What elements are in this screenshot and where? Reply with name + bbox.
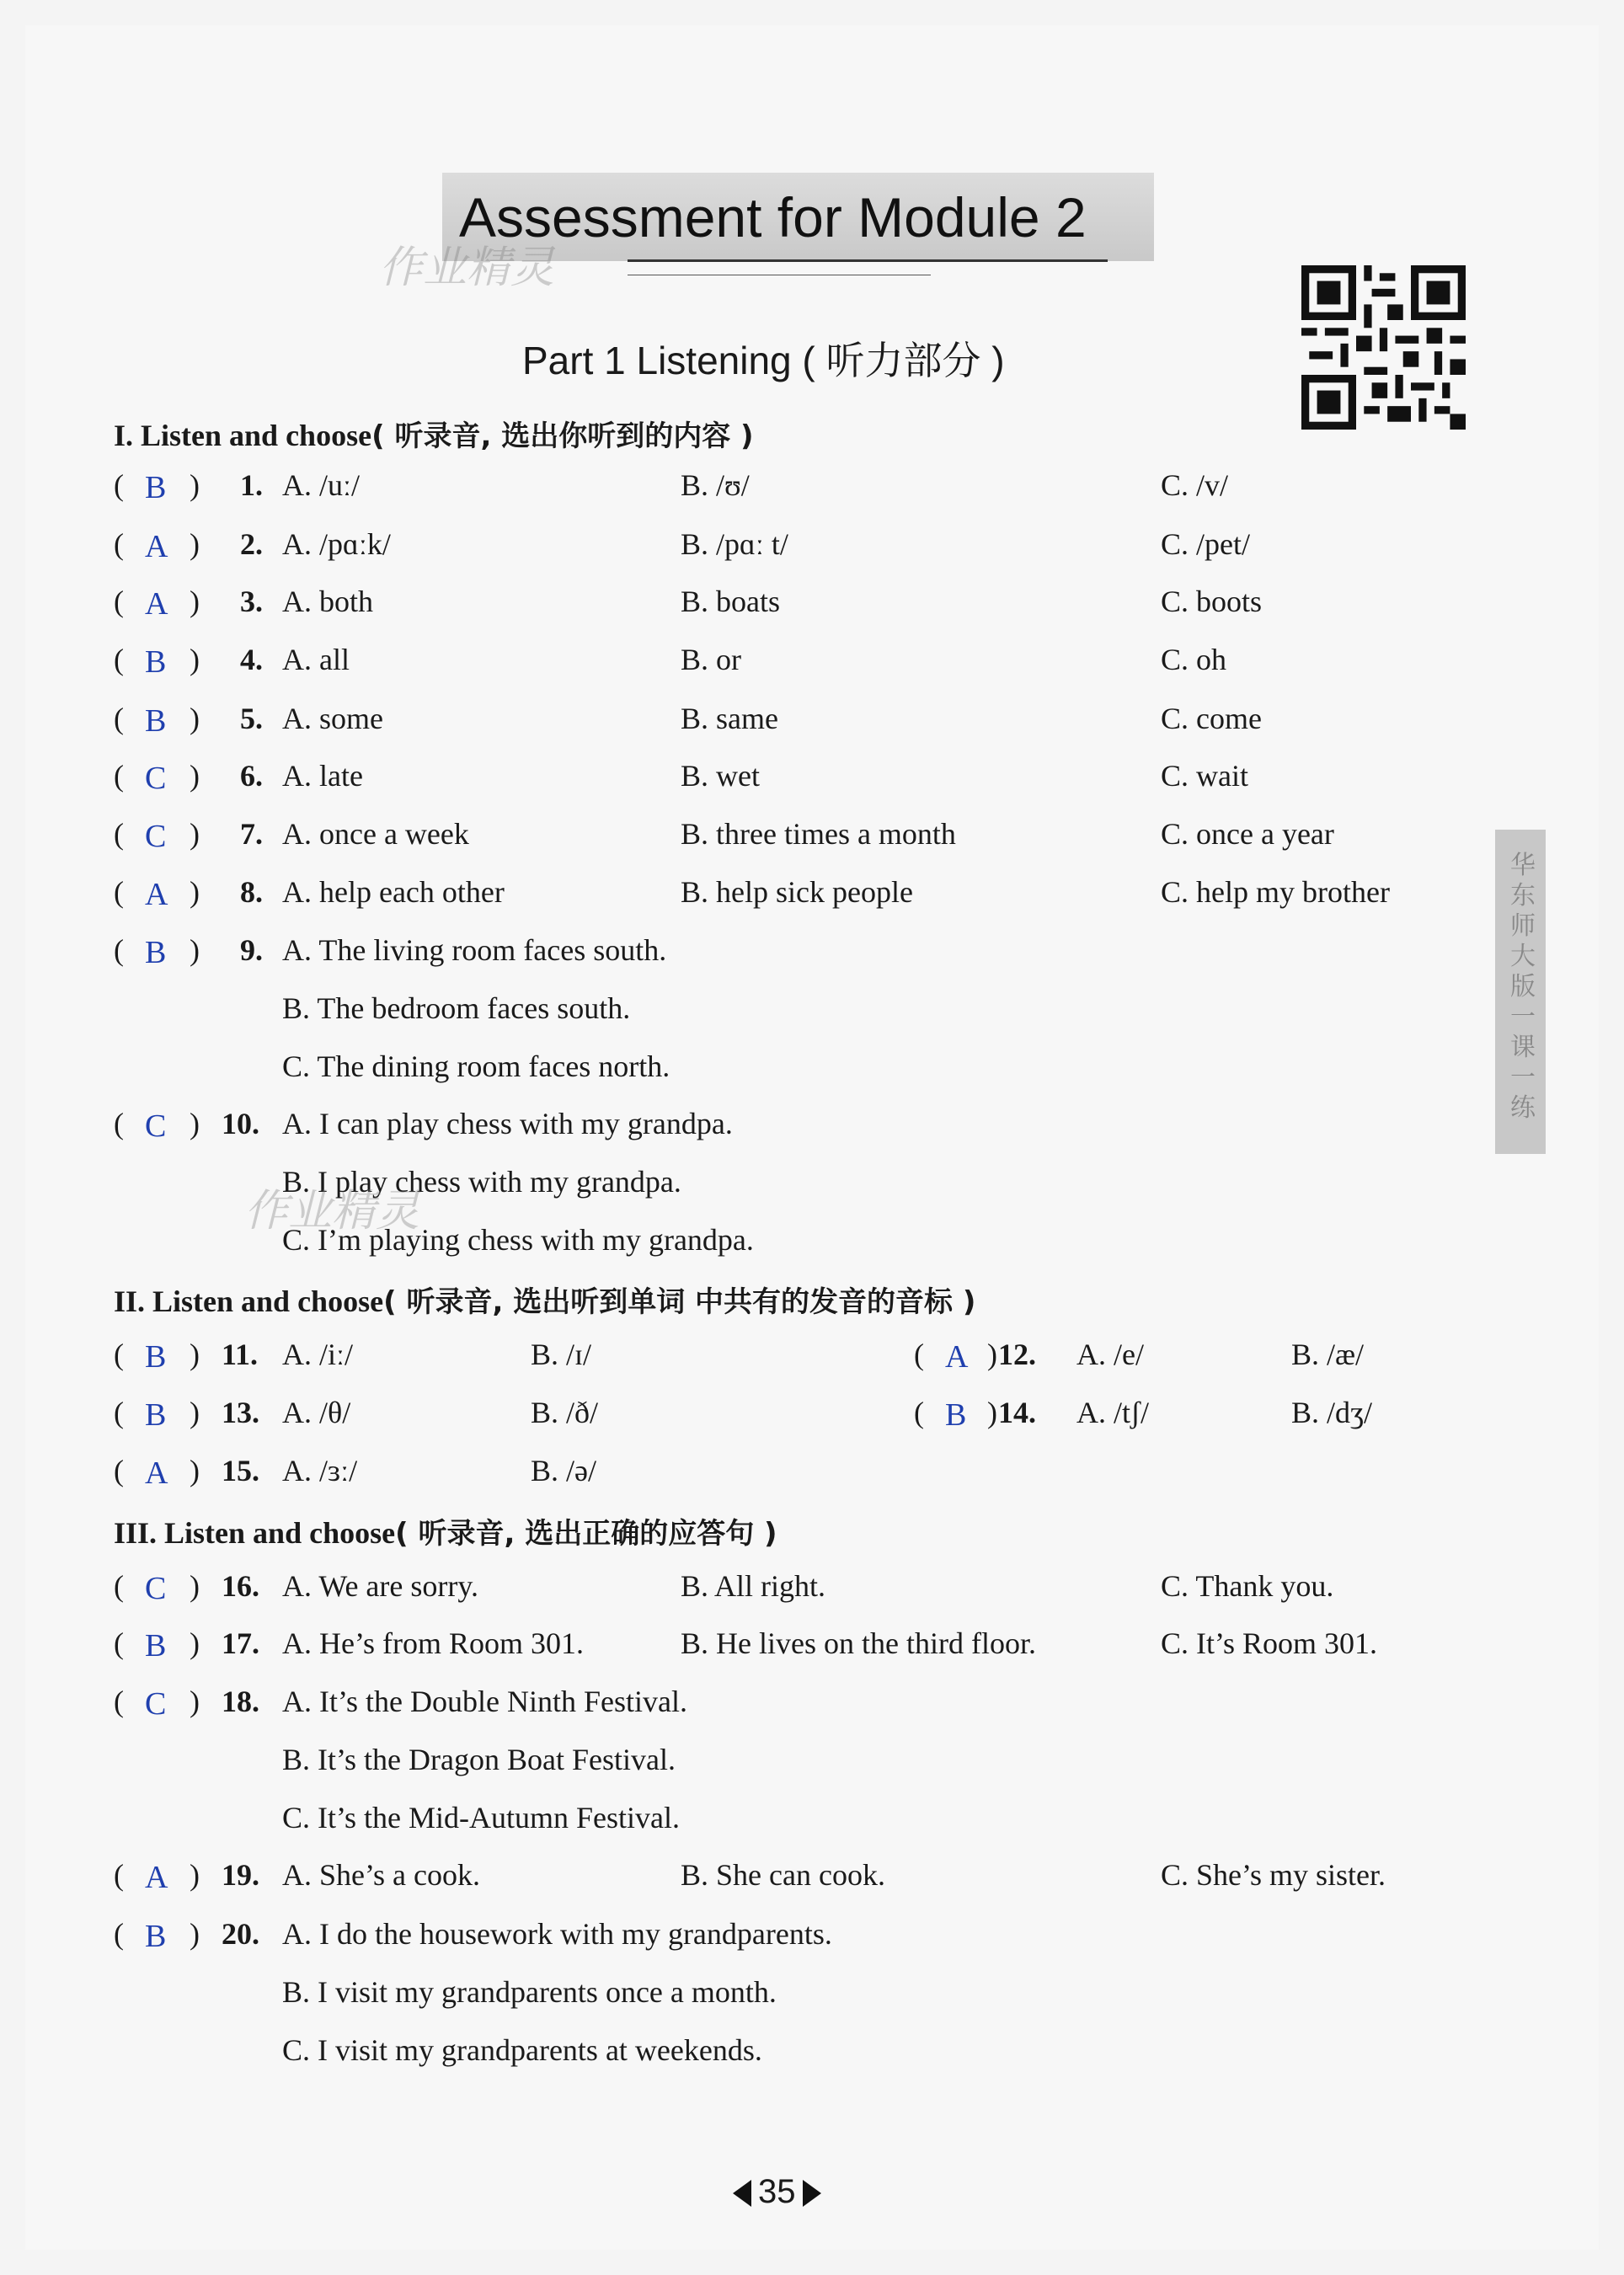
answer-letter: C (145, 1686, 167, 1722)
section-3-cn: ( 听录音, 选出正确的应答句 ) (395, 1517, 777, 1551)
question-row (0, 467, 1600, 518)
option-b: B. /pɑː t/ (681, 527, 788, 561)
section-3-en: III. Listen and choose (114, 1516, 396, 1550)
answer-close-paren: ) (190, 643, 200, 676)
answer-open-paren: ( (114, 1454, 124, 1487)
question-row (0, 584, 1600, 634)
answer-letter: A (145, 1455, 168, 1491)
question-row (0, 1568, 1600, 1619)
answer-close-paren: ) (190, 933, 200, 967)
question-number: 2. (240, 527, 263, 561)
question-number: 17. (222, 1626, 259, 1660)
option-c: C. She’s my sister. (1161, 1858, 1386, 1892)
next-page-arrow-icon (803, 2180, 821, 2207)
option-b: B. three times a month (681, 817, 956, 851)
answer-letter: B (145, 1397, 167, 1433)
option-c: C. help my brother (1161, 875, 1390, 909)
option-a: A. /e/ (1076, 1338, 1144, 1371)
option-b: B. It’s the Dragon Boat Festival. (282, 1743, 676, 1776)
answer-open-paren: ( (114, 1396, 124, 1429)
question-number: 16. (222, 1569, 259, 1603)
option-b: B. boats (681, 585, 781, 618)
answer-close-paren: ) (190, 468, 200, 502)
question-number: 7. (240, 817, 263, 851)
question-row (0, 758, 1600, 809)
question-number: 19. (222, 1858, 259, 1892)
watermark-middle: 作业精灵 (244, 1186, 420, 1236)
answer-open-paren: ( (114, 643, 124, 676)
option-a: A. He’s from Room 301. (282, 1626, 584, 1660)
answer-letter: A (145, 586, 168, 622)
answer-open-paren: ( (114, 933, 124, 967)
option-b: B. /ə/ (531, 1454, 596, 1487)
option-a: A. some (282, 702, 383, 735)
option-c: C. /pet/ (1161, 527, 1250, 561)
answer-open-paren: ( (114, 1569, 124, 1603)
option-a: A. /tʃ/ (1076, 1396, 1149, 1429)
option-a: A. late (282, 759, 363, 793)
answer-close-paren: ) (190, 1396, 200, 1429)
answer-close-paren: ) (190, 527, 200, 561)
answer-letter: C (145, 819, 167, 854)
answer-open-paren: ( (914, 1338, 924, 1371)
question-number: 6. (240, 759, 263, 793)
answer-letter: A (145, 529, 168, 564)
option-a: A. help each other (282, 875, 505, 909)
option-a: A. /ɜː/ (282, 1454, 358, 1487)
answer-open-paren: ( (114, 875, 124, 909)
option-c: C. The dining room faces north. (282, 1049, 670, 1083)
question-number: 20. (222, 1917, 259, 1951)
answer-close-paren: ) (987, 1396, 997, 1429)
answer-letter: C (145, 1571, 167, 1606)
option-c: C. /v/ (1161, 468, 1229, 502)
answer-open-paren: ( (114, 702, 124, 735)
answer-open-paren: ( (114, 1917, 124, 1951)
section-1-en: I. Listen and choose (114, 419, 372, 452)
option-c: C. It’s the Mid-Autumn Festival. (282, 1801, 680, 1834)
page-number: 35 (758, 2173, 796, 2210)
question-row (0, 1684, 1600, 1834)
answer-open-paren: ( (114, 468, 124, 502)
section-3-heading (114, 1510, 777, 1551)
part-title: Part 1 Listening ( 听力部分 ) (522, 339, 1005, 382)
question-row (0, 1626, 1600, 1676)
question-number: 4. (240, 643, 263, 676)
question-row (0, 1857, 1600, 1908)
question-number: 9. (240, 933, 263, 967)
section-1-heading (114, 413, 754, 454)
answer-letter: B (145, 1919, 167, 1954)
section-2-heading (114, 1279, 975, 1320)
option-a: A. all (282, 643, 350, 676)
option-a: A. once a week (282, 817, 469, 851)
answer-letter: B (145, 470, 167, 505)
question-number: 5. (240, 702, 263, 735)
option-c: C. I visit my grandparents at weekends. (282, 2033, 762, 2067)
option-a: A. The living room faces south. (282, 933, 667, 967)
answer-letter: A (145, 877, 168, 912)
answer-open-paren: ( (914, 1396, 924, 1429)
option-b: B. same (681, 702, 778, 735)
answer-close-paren: ) (987, 1338, 997, 1371)
answer-close-paren: ) (190, 817, 200, 851)
qr-code (1301, 265, 1466, 430)
answer-open-paren: ( (114, 817, 124, 851)
answer-close-paren: ) (190, 1858, 200, 1892)
question-row (0, 816, 1600, 867)
answer-open-paren: ( (114, 1626, 124, 1660)
option-a: A. I can play chess with my grandpa. (282, 1107, 733, 1140)
answer-letter: B (145, 703, 167, 739)
answer-close-paren: ) (190, 585, 200, 618)
option-b: B. help sick people (681, 875, 913, 909)
answer-close-paren: ) (190, 1685, 200, 1718)
option-b: B. /æ/ (1291, 1338, 1365, 1371)
option-c: C. oh (1161, 643, 1227, 676)
section-1-cn: ( 听录音, 选出你听到的内容 ) (371, 419, 754, 453)
option-a: A. /pɑːk/ (282, 527, 391, 561)
question-number: 1. (240, 468, 263, 502)
section-2-en: II. Listen and choose (114, 1284, 384, 1318)
option-c: C. boots (1161, 585, 1263, 618)
option-b: B. /dʒ/ (1291, 1396, 1372, 1429)
answer-open-paren: ( (114, 759, 124, 793)
question-number: 10. (222, 1107, 259, 1140)
option-a: A. I do the housework with my grandparents. (282, 1917, 832, 1951)
answer-letter: A (945, 1339, 969, 1375)
side-label: 华东师大版一课一练 (1510, 851, 1536, 1123)
question-number: 8. (240, 875, 263, 909)
option-c: C. It’s Room 301. (1161, 1626, 1378, 1660)
option-b: B. I visit my grandparents once a month. (282, 1975, 777, 2009)
question-number: 13. (222, 1396, 259, 1429)
option-b: B. She can cook. (681, 1858, 885, 1892)
answer-close-paren: ) (190, 875, 200, 909)
answer-close-paren: ) (190, 1338, 200, 1371)
answer-open-paren: ( (114, 527, 124, 561)
answer-letter: C (145, 1108, 167, 1144)
option-b: B. wet (681, 759, 760, 793)
option-b: B. All right. (681, 1569, 826, 1603)
page-title: Assessment for Module 2 (459, 186, 1087, 248)
answer-open-paren: ( (114, 1685, 124, 1718)
question-number: 18. (222, 1685, 259, 1718)
question-number: 12. (998, 1338, 1036, 1371)
answer-open-paren: ( (114, 1107, 124, 1140)
option-b: B. /ð/ (531, 1396, 599, 1429)
option-a: A. We are sorry. (282, 1569, 479, 1603)
question-row (0, 1916, 1600, 2067)
option-c: C. once a year (1161, 817, 1334, 851)
option-b: B. He lives on the third floor. (681, 1626, 1036, 1660)
answer-close-paren: ) (190, 1626, 200, 1660)
answer-letter: B (145, 1339, 167, 1375)
option-a: A. She’s a cook. (282, 1858, 480, 1892)
question-number: 14. (998, 1396, 1036, 1429)
option-b: B. /ʊ/ (681, 468, 750, 502)
answer-close-paren: ) (190, 1569, 200, 1603)
watermark-top: 作业精灵 (379, 243, 555, 293)
answer-letter: B (145, 935, 167, 970)
option-c: C. Thank you. (1161, 1569, 1334, 1603)
section-2-cn: ( 听录音, 选出听到单词 中共有的发音的音标 ) (383, 1285, 976, 1319)
answer-letter: C (145, 761, 167, 796)
option-b: B. or (681, 643, 741, 676)
answer-letter: B (145, 1628, 167, 1664)
prev-page-arrow-icon (733, 2180, 751, 2207)
question-number: 11. (222, 1338, 259, 1371)
question-row (0, 526, 1600, 577)
question-number: 15. (222, 1454, 259, 1487)
option-b: B. /ɪ/ (531, 1338, 592, 1371)
option-a: A. /uː/ (282, 468, 361, 502)
option-c: C. come (1161, 702, 1262, 735)
question-number: 3. (240, 585, 263, 618)
option-a: A. It’s the Double Ninth Festival. (282, 1685, 687, 1718)
question-row (0, 701, 1600, 751)
question-row (0, 642, 1600, 692)
answer-close-paren: ) (190, 759, 200, 793)
option-b: B. I play chess with my grandpa. (282, 1165, 681, 1199)
question-row (0, 1395, 1600, 1445)
question-row (0, 1337, 1600, 1387)
answer-letter: A (145, 1860, 168, 1895)
answer-letter: B (945, 1397, 967, 1433)
option-b: B. The bedroom faces south. (282, 991, 631, 1025)
answer-close-paren: ) (190, 1107, 200, 1140)
option-c: C. wait (1161, 759, 1248, 793)
option-a: A. /θ/ (282, 1396, 351, 1429)
question-row (0, 1453, 1600, 1503)
answer-open-paren: ( (114, 1858, 124, 1892)
answer-close-paren: ) (190, 1454, 200, 1487)
answer-close-paren: ) (190, 1917, 200, 1951)
question-row (0, 874, 1600, 925)
page-number-area (733, 2173, 821, 2211)
answer-open-paren: ( (114, 585, 124, 618)
option-c: C. I’m playing chess with my grandpa. (282, 1223, 754, 1257)
option-a: A. /iː/ (282, 1338, 354, 1371)
answer-open-paren: ( (114, 1338, 124, 1371)
answer-letter: B (145, 644, 167, 680)
option-a: A. both (282, 585, 373, 618)
answer-close-paren: ) (190, 702, 200, 735)
title-underline (628, 259, 1108, 262)
